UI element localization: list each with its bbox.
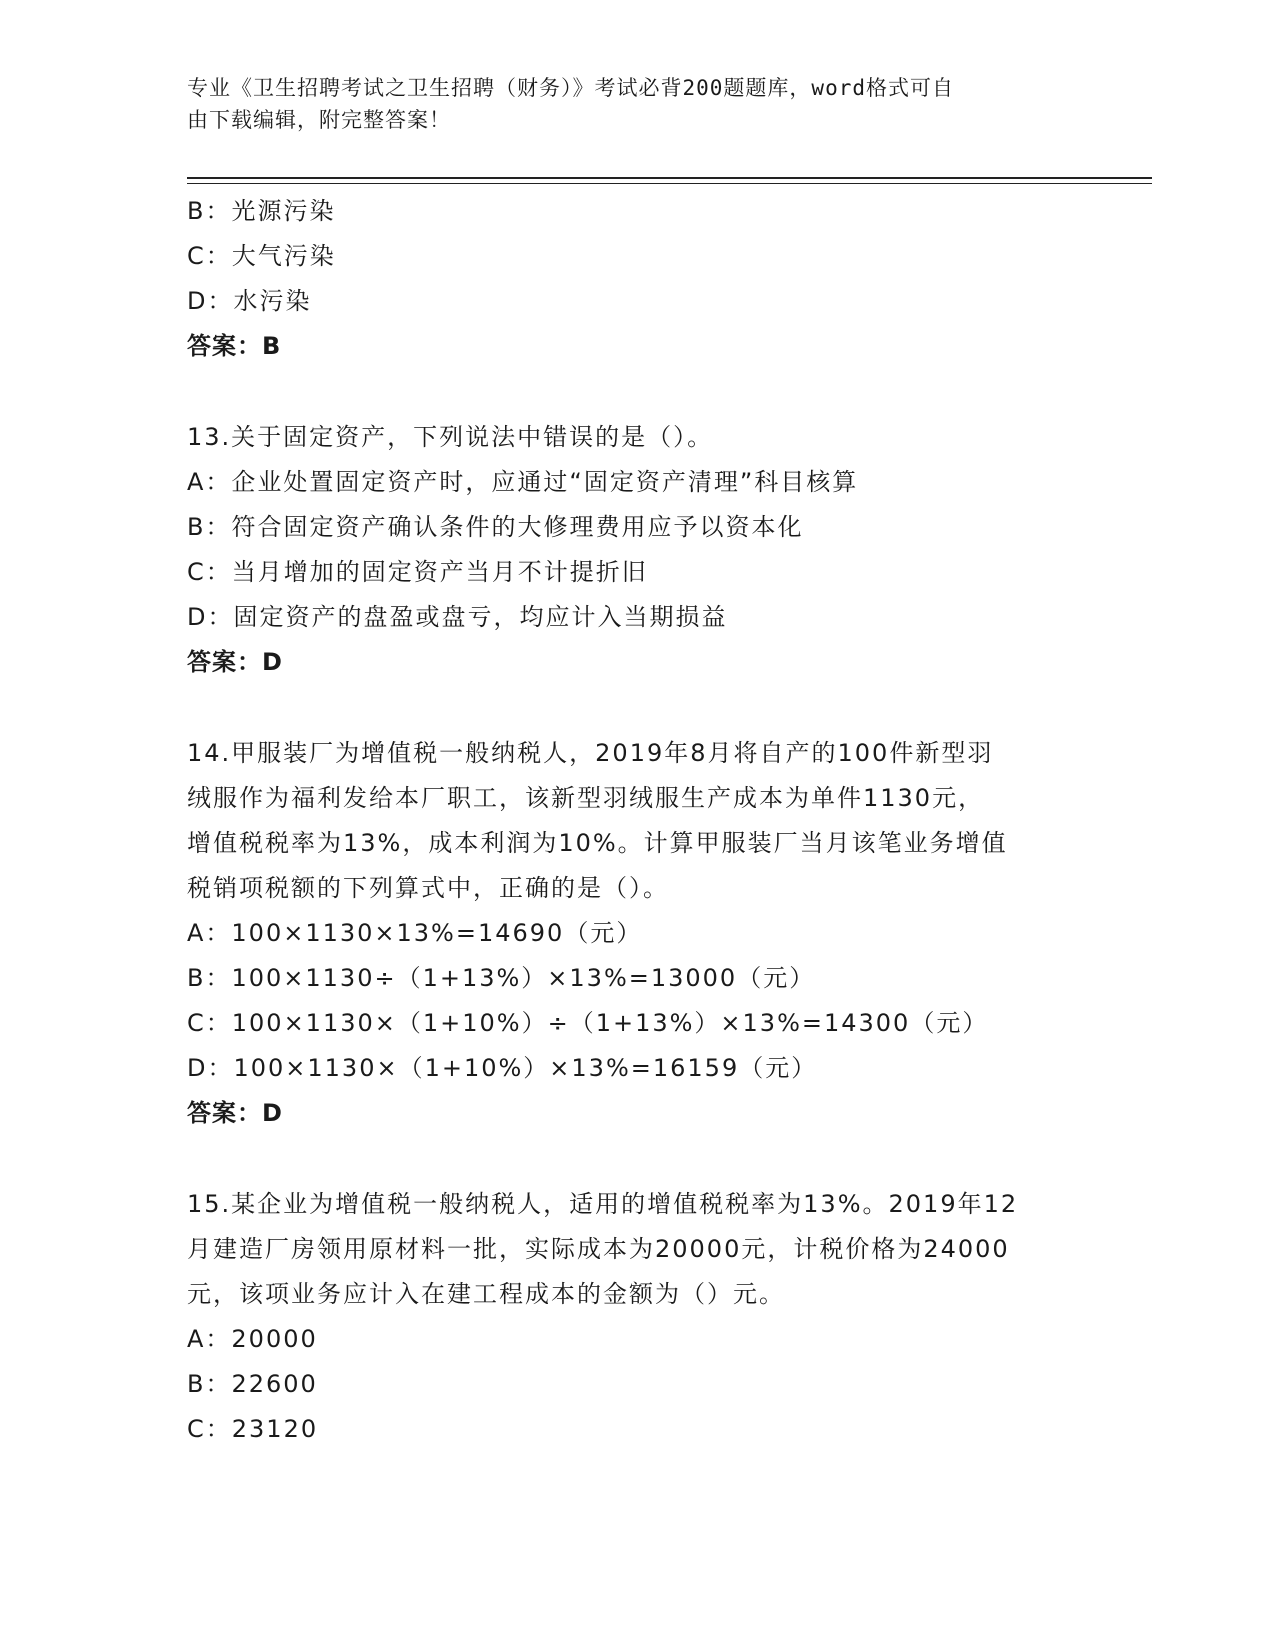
option-a: A：20000: [187, 1325, 318, 1353]
question-stem-line: 税销项税额的下列算式中，正确的是（）。: [187, 874, 669, 902]
header-rule-thick: [187, 177, 1152, 179]
header-line-1: 专业《卫生招聘考试之卫生招聘（财务）》考试必背200题题库，word格式可自: [187, 76, 954, 100]
question-stem-line: 15.某企业为增值税一般纳税人，适用的增值税税率为13%。2019年12: [187, 1190, 1019, 1218]
question-stem: 13.关于固定资产，下列说法中错误的是（）。: [187, 423, 714, 451]
question-stem-line: 月建造厂房领用原材料一批，实际成本为20000元，计税价格为24000: [187, 1235, 1010, 1263]
previous-question: [187, 189, 1087, 369]
option-d: D：固定资产的盘盈或盘亏，均应计入当期损益: [187, 603, 728, 631]
option-b: B：符合固定资产确认条件的大修理费用应予以资本化: [187, 513, 804, 541]
answer-line: 答案：D: [187, 1099, 283, 1127]
question-stem-line: 绒服作为福利发给本厂职工，该新型羽绒服生产成本为单件1130元，: [187, 784, 985, 812]
question-stem-line: 14.甲服装厂为增值税一般纳税人，2019年8月将自产的100件新型羽: [187, 739, 994, 767]
option-c: C：大气污染: [187, 242, 336, 270]
question-15: [187, 1182, 1087, 1452]
spacer: [187, 369, 1087, 415]
answer-line: 答案：D: [187, 648, 283, 676]
document-header: [187, 72, 1067, 136]
question-stem-line: 元，该项业务应计入在建工程成本的金额为（）元。: [187, 1280, 785, 1308]
option-c: C：当月增加的固定资产当月不计提折旧: [187, 558, 648, 586]
spacer: [187, 685, 1087, 731]
option-a: A：100×1130×13%=14690（元）: [187, 919, 643, 947]
option-b: B：光源污染: [187, 197, 336, 225]
option-b: B：100×1130÷（1+13%）×13%=13000（元）: [187, 964, 816, 992]
option-c: C：23120: [187, 1415, 319, 1443]
question-stem-line: 增值税税率为13%，成本利润为10%。计算甲服装厂当月该笔业务增值: [187, 829, 1008, 857]
header-line-2: 由下载编辑，附完整答案！: [187, 108, 451, 132]
question-13: [187, 415, 1087, 685]
header-rule-thin: [187, 183, 1152, 184]
answer-line: 答案：B: [187, 332, 282, 360]
option-a: A：企业处置固定资产时，应通过“固定资产清理”科目核算: [187, 468, 859, 496]
option-d: D：100×1130×（1+10%）×13%=16159（元）: [187, 1054, 818, 1082]
spacer: [187, 1136, 1087, 1182]
option-d: D：水污染: [187, 287, 312, 315]
option-c: C：100×1130×（1+10%）÷（1+13%）×13%=14300（元）: [187, 1009, 989, 1037]
question-content: [187, 189, 1087, 1452]
question-14: [187, 731, 1087, 1136]
option-b: B：22600: [187, 1370, 318, 1398]
